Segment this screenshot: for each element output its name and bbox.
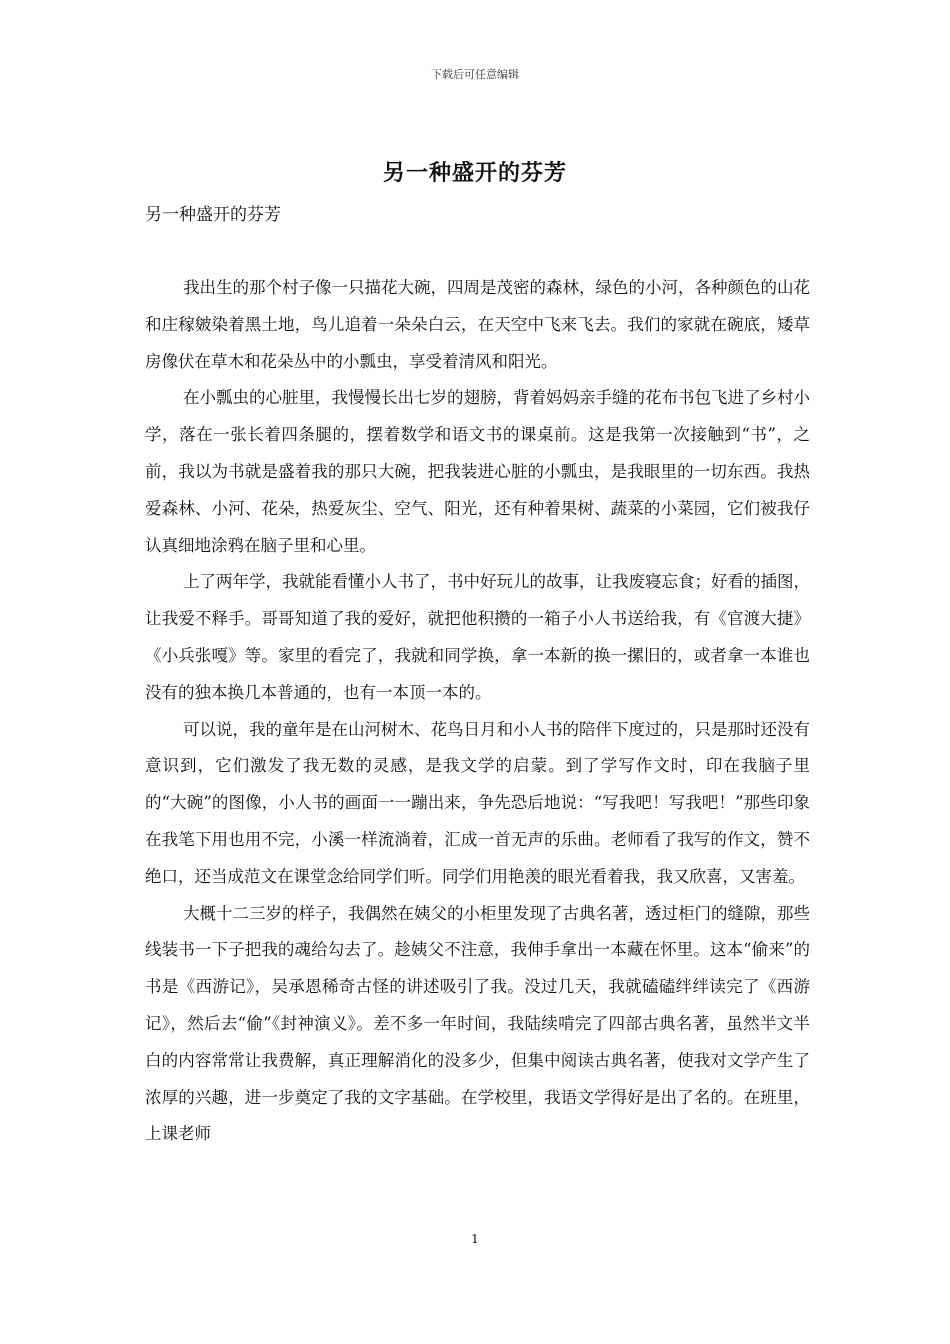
body-text bbox=[145, 270, 810, 1153]
paragraph: 在小瓢虫的心脏里，我慢慢长出七岁的翅膀，背着妈妈亲手缝的花布书包飞进了乡村小学，落在一张长着四条腿的，摆着数学和语文书的课桌前。这是我第一次接触到“书”，之前，我以为书就是盛着我的那只大碗，把我装进心脏的小瓢虫，是我眼里的一切东西。我热爱森林、小河、花朵，热爱灰尘、空气、阳光，还有种着果树、蔬菜的小菜园，它们被我仔认真细地涂鸦在脑子里和心里。 bbox=[145, 388, 810, 555]
document-title: 另一种盛开的芬芳 bbox=[382, 161, 567, 186]
paragraph: 大概十二三岁的样子，我偶然在姨父的小柜里发现了古典名著，透过柜门的缝隙，那些线装书一下子把我的魂给勾去了。趁姨父不注意，我伸手拿出一本藏在怀里。这本“偷来”的书是《西游记》，吴承恩稀奇古怪的讲述吸引了我。没过几天，我就磕磕绊绊读完了《西游记》，然后去“偷”《封神演义》。差不多一年时间，我陆续啃完了四部古典名著，虽然半文半白的内容常常让我费解，真正理解消化的没多少，但集中阅读古典名著，使我对文学产生了浓厚的兴趣，进一步奠定了我的文字基础。在学校里，我语文学得好是出了名的。在班里，上课老师 bbox=[145, 903, 810, 1144]
paragraph: 上了两年学，我就能看懂小人书了，书中好玩儿的故事，让我废寝忘食；好看的插图，让我爱不释手。哥哥知道了我的爱好，就把他积攒的一箱子小人书送给我，有《官渡大捷》《小兵张嘎》等。家里的看完了，我就和同学换，拿一本新的换一摞旧的，或者拿一本谁也没有的独本换几本普通的，也有一本顶一本的。 bbox=[145, 572, 810, 702]
paragraph: 可以说，我的童年是在山河树木、花鸟日月和小人书的陪伴下度过的，只是那时还没有意识到，它们激发了我无数的灵感，是我文学的启蒙。到了学写作文时，印在我脑子里的“大碗”的图像，小人书的画面一一蹦出来，争先恐后地说：“写我吧！写我吧！”那些印象在我笔下用也用不完，小溪一样流淌着，汇成一首无声的乐曲。老师看了我写的作文，赞不绝口，还当成范文在课堂念给同学们听。同学们用艳羡的眼光看着我，我又欣喜，又害羞。 bbox=[145, 719, 810, 886]
page-number: 1 bbox=[471, 1232, 479, 1246]
paragraph: 我出生的那个村子像一只描花大碗，四周是茂密的森林，绿色的小河，各种颜色的山花和庄稼皴染着黑土地，鸟儿追着一朵朵白云，在天空中飞来飞去。我们的家就在碗底，矮草房像伏在草木和花朵丛中的小瓢虫，享受着清风和阳光。 bbox=[145, 278, 810, 371]
header-note: 下载后可任意编辑 bbox=[431, 68, 519, 81]
document-subtitle: 另一种盛开的芬芳 bbox=[145, 205, 281, 225]
